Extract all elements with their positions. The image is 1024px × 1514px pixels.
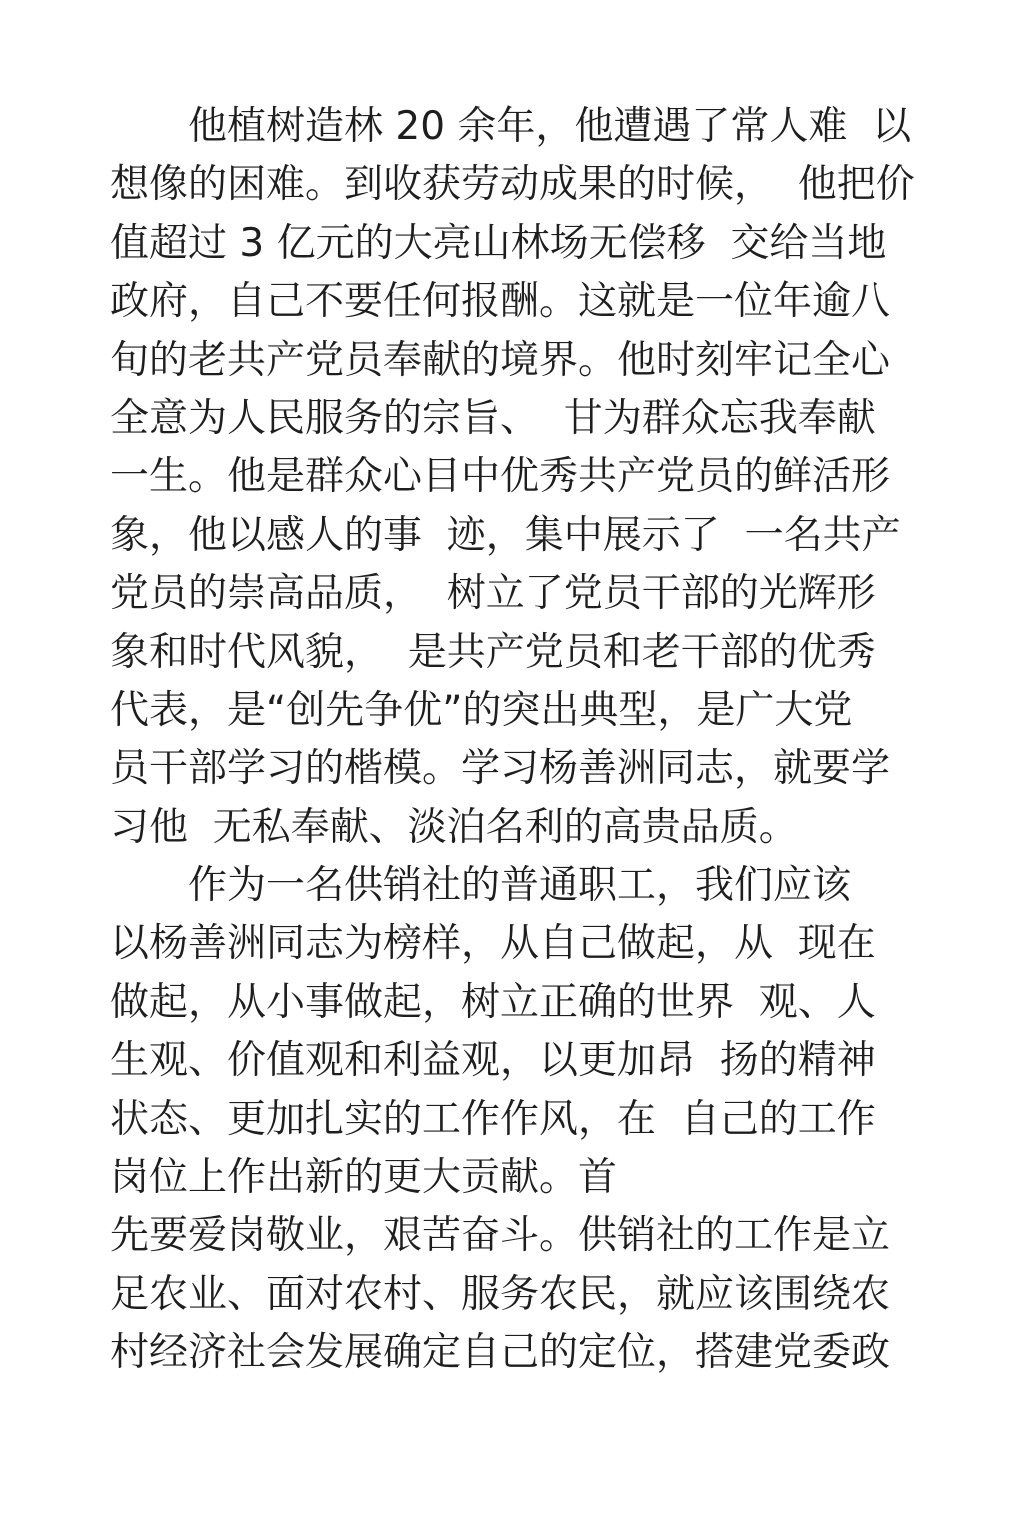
text-line: 生观、价值观和利益观，以更加昂 扬的精神 — [110, 1038, 876, 1084]
text-line: 他植树造林 20 余年，他遭遇了常人难 以 — [110, 104, 912, 149]
text-line: 村经济社会发展确定自己的定位，搭建党委政 — [110, 1330, 891, 1376]
text-line: 全意为人民服务的宗旨、 甘为群众忘我奉献 — [110, 395, 876, 441]
text-line: 党员的崇高品质， 树立了党员干部的光辉形 — [110, 571, 876, 617]
text-line: 做起，从小事做起，树立正确的世界 观、人 — [110, 979, 876, 1025]
text-line: 作为一名供销社的普通职工，我们应该 — [110, 863, 852, 909]
body-text — [110, 98, 940, 1383]
text-line: 代表，是“创先争优”的突出典型，是广大党 — [110, 687, 853, 733]
text-line: 象和时代风貌， 是共产党员和老干部的优秀 — [110, 629, 876, 675]
text-line: 员干部学习的楷模。学习杨善洲同志，就要学 — [110, 746, 891, 792]
text-line: 想像的困难。到收获劳动成果的时候， 他把价 — [110, 162, 915, 208]
text-line: 岗位上作出新的更大贡献。首 — [110, 1155, 618, 1201]
text-line: 旬的老共产党员奉献的境界。他时刻牢记全心 — [110, 337, 891, 383]
text-line: 习他 无私奉献、淡泊名利的高贵品质。 — [110, 804, 798, 850]
text-line: 以杨善洲同志为榜样，从自己做起，从 现在 — [110, 921, 876, 967]
text-line: 状态、更加扎实的工作作风，在 自己的工作 — [110, 1096, 876, 1142]
text-line: 足农业、面对农村、服务农民，就应该围绕农 — [110, 1271, 891, 1317]
text-line: 先要爱岗敬业，艰苦奋斗。供销社的工作是立 — [110, 1213, 891, 1259]
text-line: 象，他以感人的事 迹，集中展示了 一名共产 — [110, 512, 901, 558]
text-line: 政府，自己不要任何报酬。这就是一位年逾八 — [110, 279, 891, 325]
text-line: 值超过 3 亿元的大亮山林场无偿移 交给当地 — [110, 220, 887, 266]
text-line: 一生。他是群众心目中优秀共产党员的鲜活形 — [110, 454, 891, 500]
